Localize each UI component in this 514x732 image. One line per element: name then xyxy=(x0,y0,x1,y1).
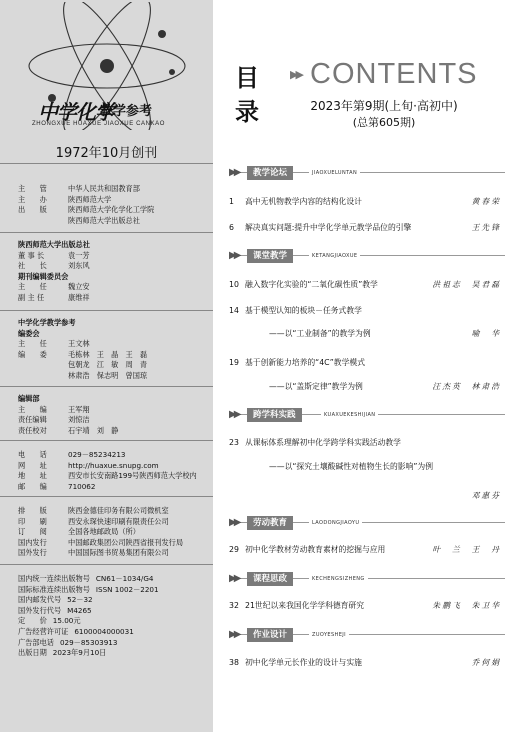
divider xyxy=(0,310,213,311)
info-row xyxy=(18,538,183,549)
article-title: 基于创新能力培养的“4C”教学模式 xyxy=(245,358,365,367)
article-subtitle: ——以“盖斯定律”教学为例 xyxy=(269,382,363,391)
info-label: 主 编 xyxy=(18,404,47,414)
info-row xyxy=(18,339,147,350)
section-header-laodong-jiaoyu xyxy=(229,516,505,530)
double-arrow-icon: ▶▶ xyxy=(229,250,239,261)
info-row xyxy=(18,648,159,659)
info-label: 责任编辑 xyxy=(18,415,47,425)
info-row xyxy=(18,272,90,283)
section-tag: 作业设计 xyxy=(247,628,293,642)
info-label: 订 阅 xyxy=(18,527,47,537)
section-header-jiaoxue-luntan xyxy=(229,166,505,180)
info-row xyxy=(18,471,197,482)
info-value: http://huaxue.snupg.com xyxy=(68,460,159,470)
info-label: 网 址 xyxy=(18,460,47,470)
double-arrow-icon: ▶▶ xyxy=(229,167,239,178)
toc-char-lu: 录 xyxy=(235,97,259,126)
info-label: 电 话 xyxy=(18,450,47,459)
section-tag: 课程思政 xyxy=(247,572,293,586)
info-label: 董 事 长 xyxy=(18,250,45,260)
info-label: 主 管 xyxy=(18,184,47,193)
section-header-zuoye-sheji xyxy=(229,628,505,642)
info-row xyxy=(18,426,118,437)
section-pinyin: ZUOYESHEJI xyxy=(309,630,349,640)
page-number: 6 xyxy=(229,223,234,232)
divider xyxy=(0,496,213,497)
info-label: 邮 编 xyxy=(18,481,47,491)
double-arrow-icon: ▶▶ xyxy=(229,409,239,420)
info-row xyxy=(18,548,183,559)
info-value: 中华人民共和国教育部 xyxy=(68,184,140,193)
info-label: 责任校对 xyxy=(18,425,47,435)
toc-entry[interactable] xyxy=(229,196,501,208)
info-row xyxy=(18,293,90,304)
info-label: 社 长 xyxy=(18,261,47,271)
info-value: 029－85234213 xyxy=(68,450,126,459)
divider xyxy=(0,440,213,441)
article-title: 初中化学教材劳动教育素材的挖掘与应用 xyxy=(245,545,386,554)
info-label: 排 版 xyxy=(18,506,47,515)
info-row xyxy=(18,638,159,649)
info-label: 国外发行代号 xyxy=(18,605,62,615)
section-pinyin: LAODONGJIAOYU xyxy=(309,518,362,528)
magazine-logo-title: 中学化学 xyxy=(38,100,114,124)
info-value: 陕西师范大学化学化工学院 xyxy=(68,205,155,215)
page-number: 38 xyxy=(229,658,239,667)
editorial-dept-block xyxy=(18,394,118,436)
page-number: 19 xyxy=(229,358,239,367)
info-label: 中学化学教学参考 xyxy=(18,318,76,327)
info-label: 编辑部 xyxy=(18,394,40,403)
info-row xyxy=(18,282,90,293)
info-label: 广告经营许可证 xyxy=(18,626,69,636)
info-row xyxy=(18,318,147,329)
article-title: 21世纪以来我国化学学科德育研究 xyxy=(245,601,365,610)
info-value: 陕西金德佳印务有限公司微机室 xyxy=(68,506,169,515)
info-row xyxy=(18,506,183,517)
toc-entry-subtitle[interactable] xyxy=(229,328,501,340)
founded-date: 1972年10月创刊 xyxy=(55,146,158,161)
info-value: CN61－1034/G4 xyxy=(95,574,154,583)
article-title: 初中化学单元长作业的设计与实施 xyxy=(245,658,362,667)
info-row xyxy=(18,527,183,538)
info-value: 王文林 xyxy=(68,339,90,349)
article-author: 朱鹏飞 朱卫华 xyxy=(432,601,501,610)
info-value: 中国邮政集团公司陕西省报刊发行局 xyxy=(68,537,184,547)
info-label: 主 任 xyxy=(18,339,47,349)
info-label: 广告部电话 xyxy=(18,637,54,647)
article-subtitle: ——以“探究土壤酸碱性对植物生长的影响”为例 xyxy=(269,462,434,471)
page-number: 29 xyxy=(229,545,239,554)
toc-entry[interactable] xyxy=(229,437,501,449)
page-number: 10 xyxy=(229,280,239,289)
info-label: 国内邮发代号 xyxy=(18,595,62,605)
info-label: 陕西师范大学出版总社 xyxy=(18,240,90,249)
double-arrow-icon: ▶▶ xyxy=(229,629,239,640)
article-author: 黄春荣 xyxy=(471,197,501,206)
info-value: 陕西师范大学出版总社 xyxy=(68,215,140,225)
toc-char-mu: 目 xyxy=(235,63,259,92)
article-author: 叶 兰 王 丹 xyxy=(432,545,501,554)
info-row xyxy=(18,405,118,416)
contact-block xyxy=(18,450,197,492)
total-issue-number: (总第605期) xyxy=(352,116,416,129)
info-row xyxy=(18,205,154,216)
article-title: 融入数字化实验的“二氧化碳性质”教学 xyxy=(245,280,378,289)
issue-number: 2023年第9期(上旬·高初中) xyxy=(310,99,458,113)
magazine-logo xyxy=(38,96,208,124)
info-row xyxy=(18,595,159,606)
divider xyxy=(0,232,213,233)
info-row xyxy=(18,251,90,262)
divider xyxy=(0,564,213,565)
info-row xyxy=(18,450,197,461)
info-row xyxy=(18,415,118,426)
number-block xyxy=(18,574,159,659)
toc-entry[interactable] xyxy=(229,279,501,291)
info-label: 国内发行 xyxy=(18,537,47,547)
info-value: 刘东风 xyxy=(68,261,90,271)
double-arrow-icon: ▶▶ xyxy=(229,517,239,528)
info-label: 编委会 xyxy=(18,328,40,338)
section-header-ketang-jiaoxue xyxy=(229,249,505,263)
info-row xyxy=(18,329,147,340)
info-label: 国外发行 xyxy=(18,548,47,558)
double-arrow-icon: ▶▶ xyxy=(229,573,239,584)
section-pinyin: KUAXUEKESHIJIAN xyxy=(321,410,378,420)
info-row xyxy=(18,350,147,361)
contents-heading: CONTENTS xyxy=(310,58,478,90)
section-header-kecheng-sizheng xyxy=(229,572,505,586)
toc-entry[interactable] xyxy=(229,657,501,669)
divider xyxy=(0,386,213,387)
section-tag: 跨学科实践 xyxy=(247,408,302,422)
info-row xyxy=(18,517,183,528)
toc-entry[interactable] xyxy=(229,305,501,317)
section-tag: 教学论坛 xyxy=(247,166,293,180)
info-row xyxy=(18,394,118,405)
info-row xyxy=(18,574,159,585)
article-author: 喻 华 xyxy=(471,329,501,338)
info-row xyxy=(18,606,159,617)
section-tag: 劳动教育 xyxy=(247,516,293,530)
info-row xyxy=(18,360,147,371)
info-value: 林肃浩 保志明 曾国琼 xyxy=(68,370,148,380)
info-value: 陕西师范大学 xyxy=(68,194,112,204)
info-value: 石宇靖 刘 静 xyxy=(68,425,119,435)
section-pinyin: JIAOXUELUNTAN xyxy=(309,168,360,178)
info-value: 15.00元 xyxy=(52,616,81,626)
print-block xyxy=(18,506,183,559)
toc-entry-subtitle[interactable] xyxy=(229,461,501,473)
double-arrow-icon: ▶▶ xyxy=(290,68,301,81)
info-value: 029－85303913 xyxy=(59,637,118,647)
info-label: 国内统一连续出版物号 xyxy=(18,574,90,583)
section-pinyin: KECHENGSIZHENG xyxy=(309,574,368,584)
section-pinyin: KETANGJIAOXUE xyxy=(309,251,360,261)
info-value: 康维祥 xyxy=(68,292,90,302)
info-row xyxy=(18,461,197,472)
page-number: 23 xyxy=(229,438,239,447)
info-value: 西安市长安南路199号陕西师范大学校内 xyxy=(68,471,197,481)
info-value: 魏立安 xyxy=(68,282,90,292)
magazine-pinyin: ZHONGXUE HUAXUE JIAOXUE CANKAO xyxy=(32,121,166,127)
info-value: ISSN 1002－2201 xyxy=(95,584,159,594)
page-number: 14 xyxy=(229,306,239,315)
article-author: 邓惠芬 xyxy=(471,491,501,500)
toc-entry[interactable] xyxy=(229,544,501,556)
info-row xyxy=(18,195,154,206)
info-label: 印 刷 xyxy=(18,516,47,526)
toc-entry[interactable] xyxy=(229,357,501,369)
info-row xyxy=(18,585,159,596)
info-row xyxy=(18,261,90,272)
section-tag: 课堂教学 xyxy=(247,249,293,263)
info-row xyxy=(18,482,197,493)
article-title: 基于模型认知的板块－任务式教学 xyxy=(245,306,362,315)
publisher-block xyxy=(18,184,154,226)
article-title: 从课标体系理解初中化学跨学科实践活动教学 xyxy=(245,438,401,447)
article-author: 乔何娟 xyxy=(471,658,501,667)
info-row xyxy=(18,627,159,638)
info-value: 全国各地邮政局（所） xyxy=(68,527,140,537)
info-label: 主 办 xyxy=(18,194,47,204)
info-value: 西安永琛快速印刷有限责任公司 xyxy=(68,516,169,526)
info-label: 国际标准连续出版物号 xyxy=(18,584,90,594)
page-number: 32 xyxy=(229,601,239,610)
editorial-board-block xyxy=(18,318,147,382)
info-value: 包朝龙 江 敏 周 青 xyxy=(68,360,148,370)
info-value: 袁一芳 xyxy=(68,250,90,260)
info-value: 毛栋林 王 晶 王 磊 xyxy=(68,349,148,359)
info-row xyxy=(18,184,154,195)
info-label: 定 价 xyxy=(18,616,47,626)
article-author: 王先锋 xyxy=(471,223,501,232)
info-label: 出 版 xyxy=(18,205,47,215)
toc-entry-author-line[interactable] xyxy=(229,490,501,502)
article-subtitle: ——以“工业制备”的教学为例 xyxy=(269,329,371,338)
info-row xyxy=(18,616,159,627)
article-author: 洪祖志 吴君磊 xyxy=(432,280,501,289)
info-value: M4265 xyxy=(67,605,92,615)
info-label: 编 委 xyxy=(18,349,47,359)
info-value: 52－32 xyxy=(67,595,93,605)
divider xyxy=(0,163,213,164)
info-value: 6100004000031 xyxy=(74,626,134,636)
info-label: 副 主 任 xyxy=(18,292,45,302)
toc-entry-subtitle[interactable] xyxy=(229,381,501,393)
info-value: 2023年9月10日 xyxy=(52,648,107,658)
info-value: 王军翔 xyxy=(68,404,90,414)
section-header-kuaxueke-shijian xyxy=(229,408,505,422)
article-title: 高中无机物教学内容的结构化设计 xyxy=(245,197,362,206)
page-number: 1 xyxy=(229,197,234,206)
info-row xyxy=(18,216,154,227)
staff-block xyxy=(18,240,90,304)
article-title: 解决真实问题:提升中学化学单元教学品位的引擎 xyxy=(245,223,412,232)
info-value: 710062 xyxy=(68,481,96,491)
info-label: 期刊编辑委员会 xyxy=(18,271,69,281)
info-value: 中国国际图书贸易集团有限公司 xyxy=(68,548,169,558)
info-label: 地 址 xyxy=(18,471,47,481)
info-label: 主 任 xyxy=(18,282,47,292)
toc-entry[interactable] xyxy=(229,600,501,612)
info-label: 出版日期 xyxy=(18,648,47,658)
magazine-logo-subtitle: 教学参考 xyxy=(100,104,153,119)
article-author: 汪杰英 林肃浩 xyxy=(432,382,501,391)
masthead-panel xyxy=(0,0,213,732)
info-row xyxy=(18,240,90,251)
info-value: 刘惊洁 xyxy=(68,415,90,425)
info-row xyxy=(18,371,147,382)
toc-entry[interactable] xyxy=(229,222,501,234)
